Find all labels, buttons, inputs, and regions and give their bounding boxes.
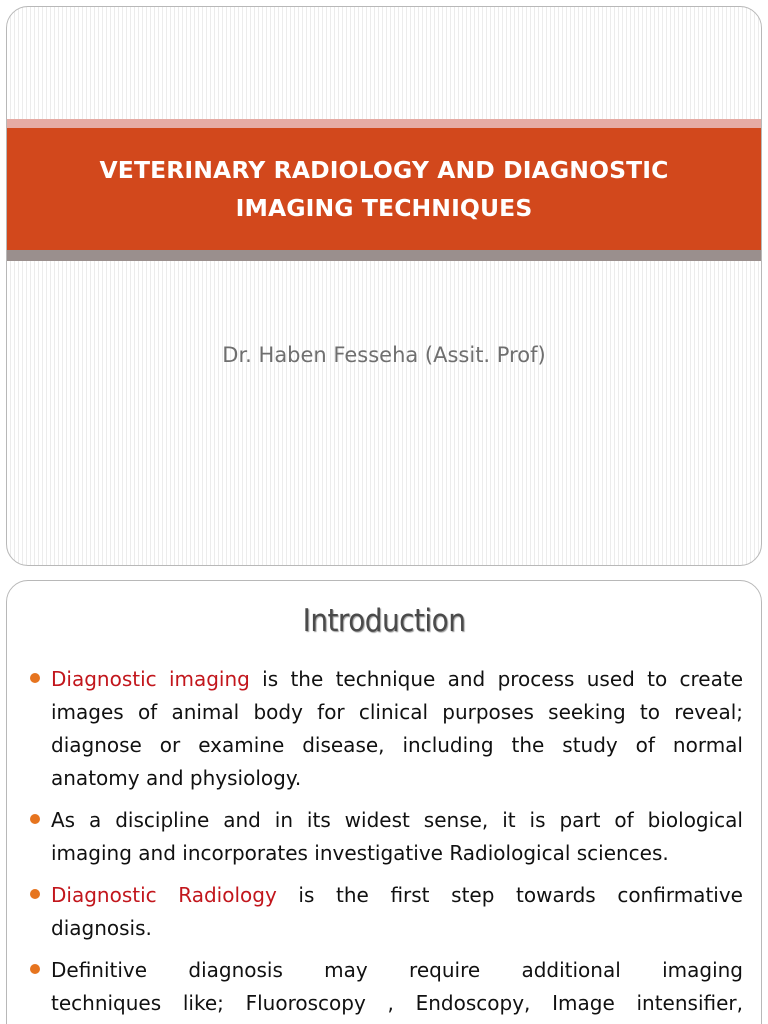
bullet-line: techniques like; Fluoroscopy , Endoscopy, Image intensifier, [51, 991, 743, 1015]
bullet-item-2 [21, 804, 743, 870]
title-band [7, 128, 761, 250]
introduction-slide [6, 580, 762, 1024]
introduction-heading: Introduction [302, 603, 466, 639]
bullet-line: images of animal body for clinical purposes seeking to reveal; [51, 700, 743, 724]
bullet-line-text: is the technique and process used to create [249, 667, 743, 691]
bullet-item-4 [21, 954, 743, 1020]
bullet-line [51, 879, 743, 912]
bullet-text [51, 804, 743, 870]
bullet-line: diagnosis. [51, 916, 152, 940]
bullet-line: As a discipline and in its widest sense, it is part of biological [51, 808, 743, 832]
bullet-line [51, 663, 743, 696]
highlight-term: Diagnostic imaging [51, 667, 250, 691]
bullet-line: anatomy and physiology. [51, 766, 302, 790]
bullet-item-3 [21, 879, 743, 945]
bullet-dot-icon [30, 889, 40, 899]
bullet-line: Definitive diagnosis may require additional imaging [51, 958, 743, 982]
bullet-dot-icon [30, 964, 40, 974]
bullet-text [51, 954, 743, 1020]
bullet-text [51, 663, 743, 795]
bullet-line: imaging and incorporates investigative Radiological sciences. [51, 841, 669, 865]
slide-title-line-1: VETERINARY RADIOLOGY AND DIAGNOSTIC [99, 156, 669, 184]
highlight-term: Diagnostic Radiology [51, 883, 277, 907]
bullet-list [21, 663, 743, 1024]
title-top-stripe [7, 119, 761, 128]
slide-title-line-2: IMAGING TECHNIQUES [235, 194, 533, 222]
bullet-line-text: is the first step towards confirmative [276, 883, 743, 907]
title-bottom-stripe [7, 250, 761, 261]
title-slide [6, 6, 762, 566]
slide-title [44, 151, 724, 227]
bullet-dot-icon [30, 814, 40, 824]
bullet-item-1 [21, 663, 743, 795]
bullet-dot-icon [30, 673, 40, 683]
author-subtitle: Dr. Haben Fesseha (Assit. Prof) [222, 343, 546, 367]
bullet-text [51, 879, 743, 945]
bullet-line: diagnose or examine disease, including the study of normal [51, 733, 743, 757]
